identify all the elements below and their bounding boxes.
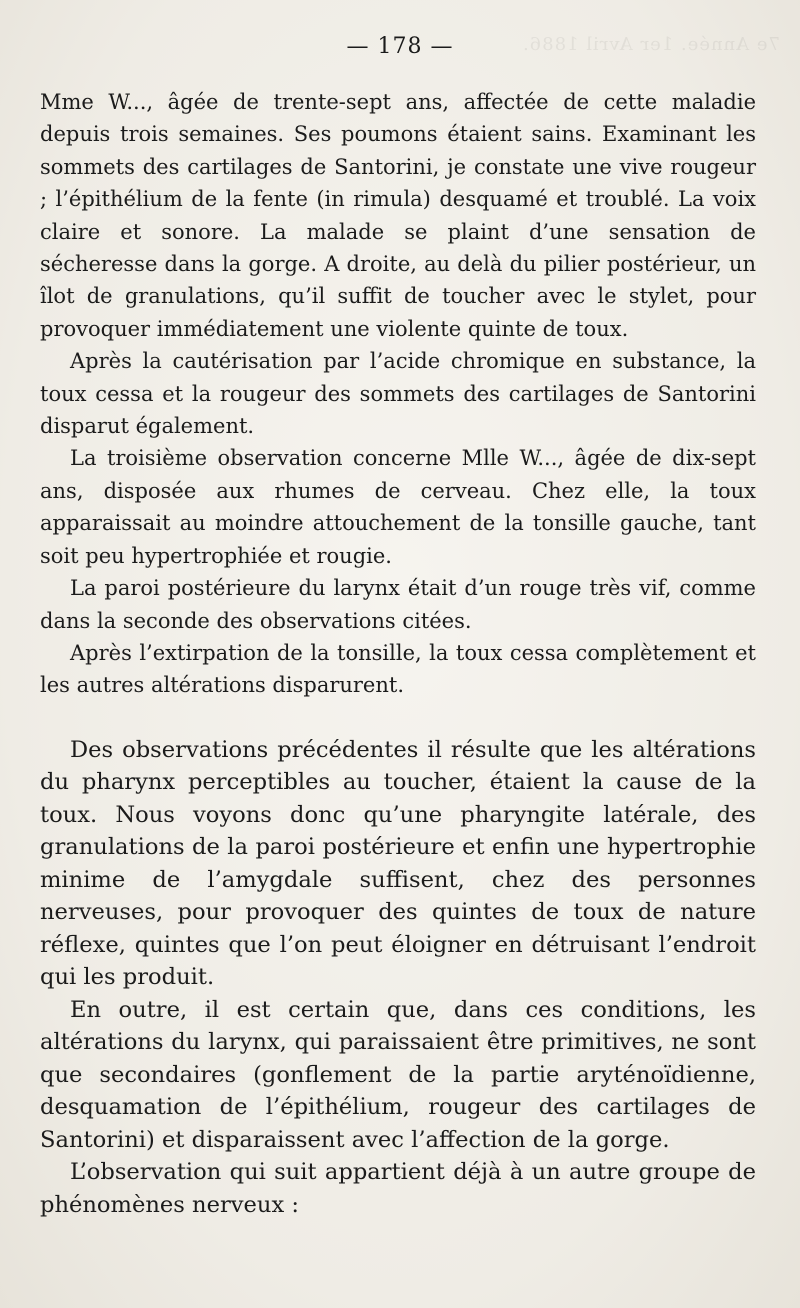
paragraph-1: Mme W..., âgée de trente-sept ans, affectée de cette maladie depuis trois semaines. Ses poumons étaient sains. Examinant les sommets des cartilages de Santorini, je constate une vive rougeur ; l’épithélium de la fente (in rimula) desquamé et troublé. La voix claire et sonore. La malade se plaint d’une sensation de sécheresse dans la gorge. A droite, au delà du pilier postérieur, un îlot de granulations, qu’il suffit de toucher avec le stylet, pour provoquer immédiatement une violente quinte de toux. [40,90,756,341]
paragraph-8: L’observation qui suit appartient déjà à un autre groupe de phénomènes nerveux : [40,1159,756,1218]
bleed-through-text: 7e Année. 1er Avril 1886. [522,34,780,55]
paragraph-2: Après la cautérisation par l’acide chromique en substance, la toux cessa et la rougeur des sommets des cartilages de Santorini disparut également. [40,349,756,439]
conclusion-section [40,734,756,1222]
body-text [40,86,756,1221]
page-number: — 178 — [346,34,454,59]
paragraph-3: La troisième observation concerne Mlle W..., âgée de dix-sept ans, disposée aux rhumes de cerveau. Chez elle, la toux apparaissait au moindre attouchement de la tonsille gauche, tant soit peu hypertrophiée et rougie. [40,446,756,568]
paragraph-4: La paroi postérieure du larynx était d’un rouge très vif, comme dans la seconde des observations citées. [40,576,756,633]
paragraph-5: Après l’extirpation de la tonsille, la toux cessa complètement et les autres altérations disparurent. [40,640,756,698]
paragraph-6: Des observations précédentes il résulte que les altérations du pharynx perceptibles au toucher, étaient la cause de la toux. Nous voyons donc qu’une pharyngite latérale, des granulations de la paroi postérieure et enfin une hypertrophie minime de l’amygdale suffisent, chez des personnes nerveuses, pour provoquer des quintes de toux de nature réflexe, quintes que l’on peut éloigner en détruisant l’endroit qui les produit. [40,736,756,991]
paragraph-7: En outre, il est certain que, dans ces conditions, les altérations du larynx, qui paraissaient être primitives, ne sont que secondaires (gonflement de la partie aryténoïdienne, desquamation de l’épithélium, rougeur des cartilages de Santorini) et disparaissent avec l’affection de la gorge. [40,996,756,1153]
section-gap [40,702,756,734]
